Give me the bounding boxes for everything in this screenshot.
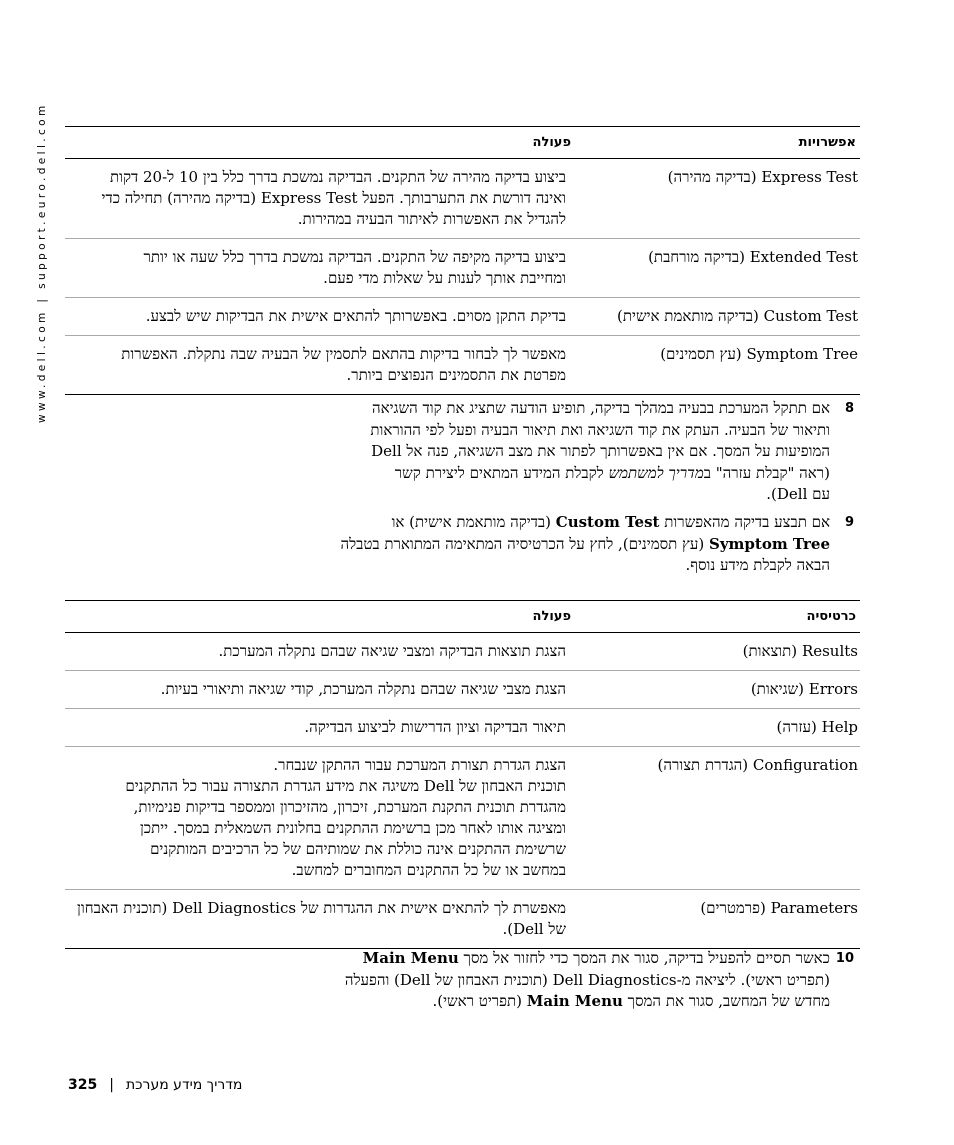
step-text-line: אם תבצע בדיקה מהאפשרות Custom Test (בדיקה מותאמת אישית) או: [391, 513, 830, 531]
row-action: [65, 239, 575, 298]
action-line: בדיקת התקן מסוים. באפשרותך להתאים אישית את הבדיקות שיש לבצע.: [145, 307, 566, 325]
options-table: [65, 126, 860, 395]
label-en: Symptom Tree: [746, 345, 858, 363]
label-en: Help: [821, 718, 858, 736]
label-he: (עזרה): [776, 718, 817, 736]
row-action: [65, 633, 575, 671]
label-en: Results: [801, 642, 858, 660]
row-label: [575, 747, 860, 890]
action-line: של Dell).: [502, 920, 566, 938]
label-he: (הגדרת תצורה): [657, 756, 749, 774]
step-text-line: ותיאור של הבעיה. העתק את קוד השגיאה ואת תיאור הבעיה ופעל לפי ההוראות: [370, 420, 830, 439]
step-text-line: המופיעות על המסך. אם אין באפשרותך לפתור את מצב השגיאה, פנה אל Dell: [371, 442, 830, 460]
action-line: ומציגה אותו לאחר מכן ברשימת ההתקנים בחלונית השמאלית במסך. ייתכן: [139, 819, 566, 837]
action-line: במחשב או של כל ההתקנים המחוברים למחשב.: [291, 861, 566, 879]
step-text-line: הבאה לקבלת מידע נוסף.: [685, 556, 830, 574]
step-text-line: (ראה "קבלת עזרה" במדריך למשתמש לקבלת המידע המתאים ליצירת קשר: [394, 463, 830, 482]
tabs-table: [65, 600, 860, 949]
label-en: Express Test: [761, 168, 858, 186]
step-10: [300, 948, 854, 1013]
action-line: הצגת מצבי שגיאה שבהם נתקלה המערכת, קודי שגיאה ותיאורי בעיות.: [160, 680, 566, 698]
header-tab: כרטיסיה: [575, 601, 860, 633]
row-action: [65, 159, 575, 239]
page-number: 325: [68, 1077, 98, 1093]
step-text-line: כאשר תסיים להפעיל בדיקה, סגור את המסך כדי לחזור אל מסך Main Menu: [362, 949, 830, 967]
action-line: תיאור הבדיקה וציון הדרישות לביצוע הבדיקה.: [304, 718, 566, 736]
step-text-line: מחדש של המחשב, סגור את המסך Main Menu (תפריט ראשי).: [432, 992, 830, 1010]
label-he: (בדיקה מהירה): [667, 168, 757, 186]
label-he: (בדיקה מורחבת): [648, 248, 745, 266]
label-he: (פרמטרים): [700, 899, 766, 917]
step-text-line: עם Dell).: [766, 485, 830, 503]
action-line: ומחייבת אותך לענות על שאלות מדי פעם.: [323, 269, 566, 287]
action-line: מהגדרת תוכנית התקנת המערכת, זיכרון, מהזיכרון וממספר בדיקות פנימיות,: [133, 798, 566, 816]
action-line: מאפשרת לך להתאים אישית את ההגדרות של Dell Diagnostics (תוכנית האבחון: [77, 899, 566, 917]
row-label: [575, 633, 860, 671]
table-row: [65, 890, 860, 949]
label-en: Parameters: [770, 899, 858, 917]
row-action: [65, 298, 575, 336]
step-number: 10: [835, 951, 854, 966]
action-line: הצגת הגדרת תצורת המערכת עבור ההתקן שנבחר.: [273, 756, 566, 774]
action-line: ואינה דורשת את התערבותך. הפעל Express Test (בדיקה מהירה) תחילה כדי: [101, 189, 566, 207]
table-row: [65, 239, 860, 298]
action-line: מאפשר לך לבחור בדיקות בהתאם לתסמין של הבעיה שבה נתקלת. האפשרות: [121, 345, 566, 363]
row-action: [65, 709, 575, 747]
label-he: (עץ תסמינים): [660, 345, 742, 363]
action-line: ביצוע בדיקה מקיפה של התקנים. הבדיקה נמשכת בדרך כלל שעה או יותר: [143, 248, 566, 266]
label-en: Errors: [808, 680, 858, 698]
label-en: Extended Test: [749, 248, 858, 266]
page-footer: [68, 1077, 242, 1093]
step-8: [300, 398, 854, 506]
table-row: [65, 747, 860, 890]
row-action: [65, 747, 575, 890]
row-label: [575, 336, 860, 395]
label-he: (בדיקה מותאמת אישית): [617, 307, 759, 325]
row-action: [65, 890, 575, 949]
table-row: [65, 336, 860, 395]
step-text-line: אם תתקל המערכת בבעיה במהלך בדיקה, תופיע הודעה שתציג את קוד השגיאה: [371, 399, 830, 417]
row-label: [575, 671, 860, 709]
table-header: [65, 601, 860, 633]
header-action: פעולה: [65, 127, 575, 159]
label-he: (שגיאות): [750, 680, 805, 698]
header-options: אפשרויות: [575, 127, 860, 159]
step-9: [300, 512, 854, 577]
table-row: [65, 709, 860, 747]
row-label: [575, 709, 860, 747]
table-row: [65, 298, 860, 336]
header-action: פעולה: [65, 601, 575, 633]
label-en: Configuration: [752, 756, 858, 774]
step-number: 8: [844, 401, 854, 416]
action-line: להגדיל את האפשרות לאיתור הבעיה במהירות.: [297, 210, 566, 228]
row-label: [575, 159, 860, 239]
row-label: [575, 239, 860, 298]
action-line: תוכנית האבחון של Dell משיגה את מידע הגדרת התצורה עבור כל ההתקנים: [125, 777, 566, 795]
row-label: [575, 890, 860, 949]
table-row: [65, 671, 860, 709]
row-action: [65, 671, 575, 709]
step-text-line: (תפריט ראשי). ליציאה מ-Dell Diagnostics (תוכנית האבחון של Dell) והפעלה: [344, 970, 830, 989]
label-he: (תוצאות): [742, 642, 798, 660]
table-header: [65, 127, 860, 159]
row-label: [575, 298, 860, 336]
row-action: [65, 336, 575, 395]
footer-title: מדריך מידע מערכת: [125, 1077, 243, 1093]
step-number: 9: [844, 515, 854, 530]
label-en: Custom Test: [763, 307, 858, 325]
action-line: שרשימת ההתקנים אינה כוללת את שמותיהם של כל הרכיבים המותקנים: [150, 840, 566, 858]
table-row: [65, 633, 860, 671]
table-row: [65, 159, 860, 239]
action-line: מפרטת את התסמינים הנפוצים ביותר.: [346, 366, 566, 384]
action-line: הצגת תוצאות הבדיקה ומצבי שגיאה שבהם נתקלה המערכת.: [218, 642, 566, 660]
action-line: ביצוע בדיקה מהירה של התקנים. הבדיקה נמשכת בדרך כלל בין 10 ל-20 דקות: [110, 168, 566, 186]
footer-separator: |: [109, 1077, 114, 1093]
sidebar-url: www.dell.com | support.euro.dell.com: [36, 102, 48, 423]
step-text-line: Symptom Tree (עץ תסמינים), לחץ על הכרטיסיה המתאימה המתוארת בטבלה: [340, 534, 830, 553]
